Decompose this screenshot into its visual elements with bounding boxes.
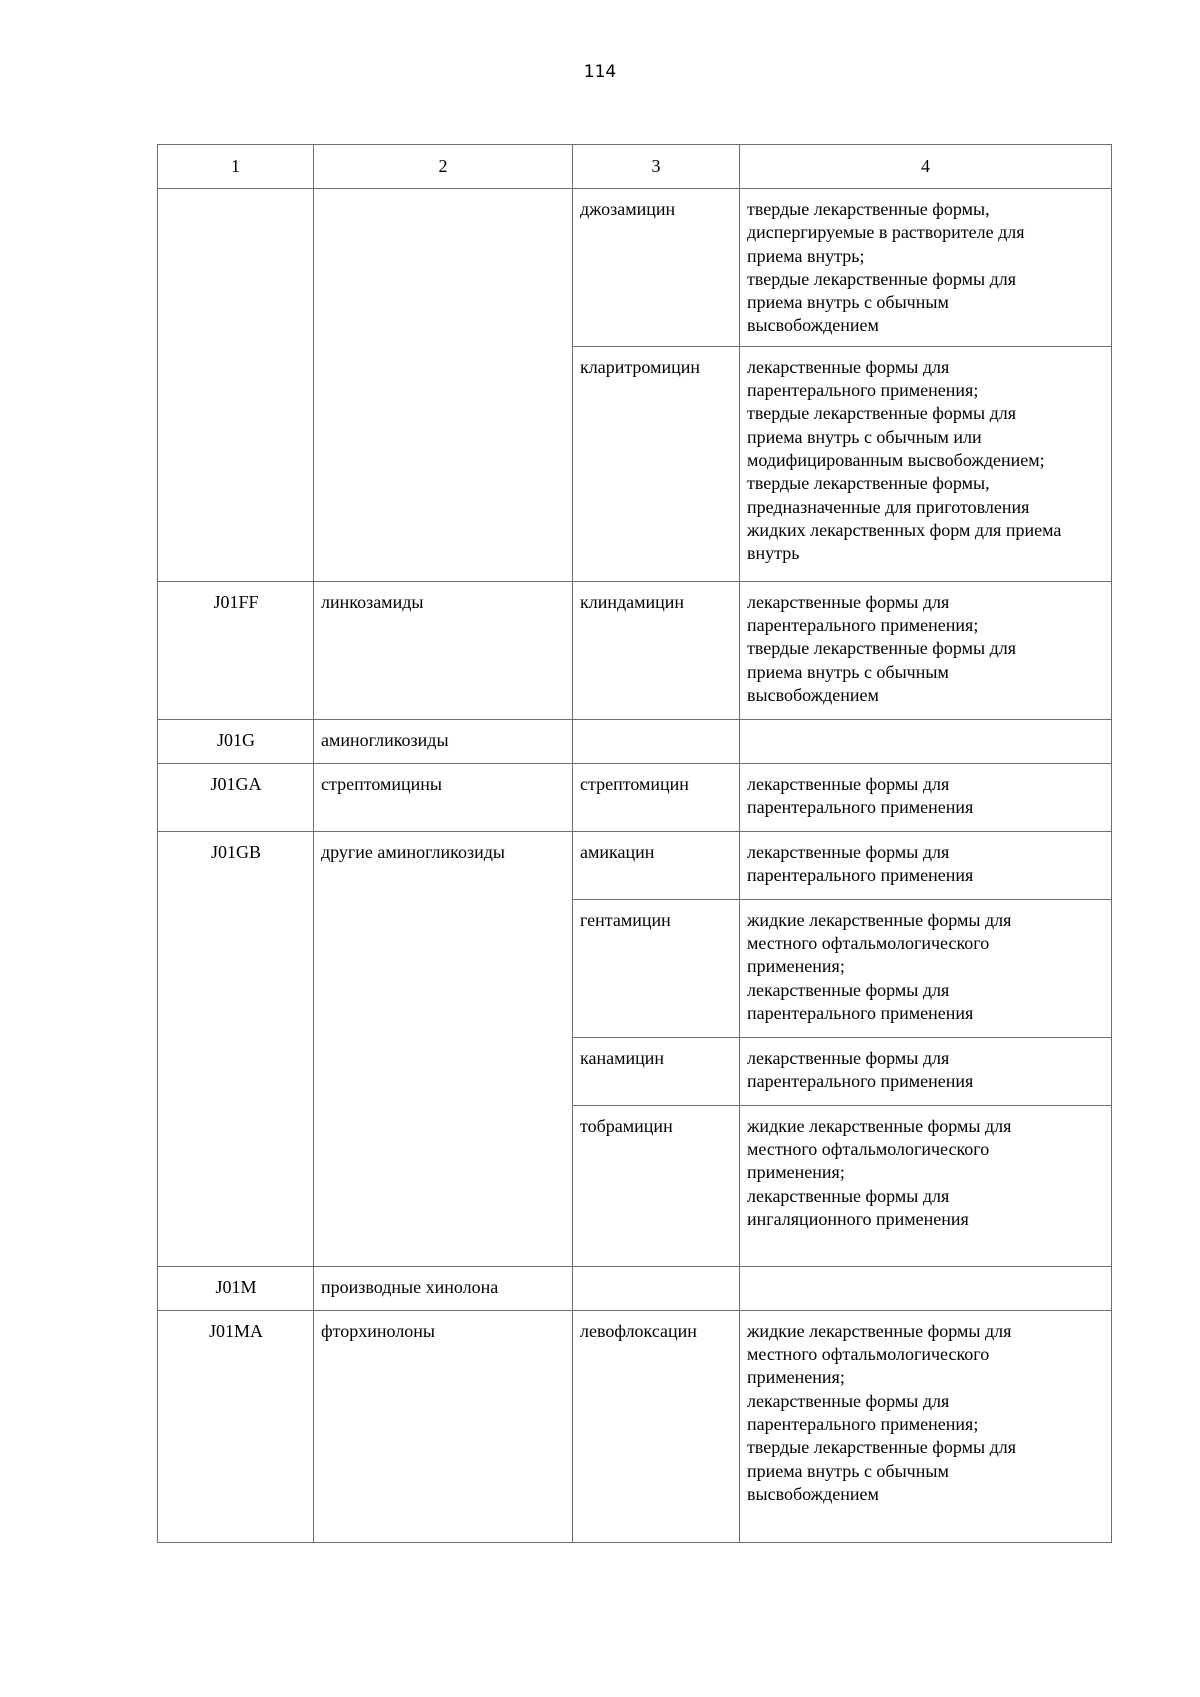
group-cell: другие аминогликозиды [314,831,573,1266]
forms-cell [740,581,1112,719]
header-cell-2: 2 [314,145,573,189]
table-row [158,189,1112,347]
group-cell: производные хинолона [314,1266,573,1310]
forms-line: приема внутрь с обычным [747,292,949,313]
drug-cell: левофлоксацин [573,1310,740,1542]
drug-table [157,144,1112,1543]
header-cell-3: 3 [573,145,740,189]
code-cell: J01M [158,1266,314,1310]
forms-line: лекарственные формы для [747,979,950,1000]
forms-line: лекарственные формы для [747,773,950,794]
forms-line: приема внутрь с обычным или [747,426,982,447]
forms-line: местного офтальмологического [747,933,990,954]
forms-line: парентерального применения [747,1071,974,1092]
forms-cell [740,899,1112,1037]
forms-cell [740,189,1112,347]
forms-line: применения; [747,1162,845,1183]
forms-line: местного офтальмологического [747,1139,990,1160]
drug-cell: гентамицин [573,899,740,1037]
forms-line: парентерального применения; [747,380,979,401]
forms-line: парентерального применения; [747,1413,979,1434]
drug-cell: канамицин [573,1037,740,1105]
group-cell [314,189,573,582]
code-cell: J01GB [158,831,314,1266]
forms-line: приема внутрь с обычным [747,1460,949,1481]
forms-line: твердые лекарственные формы, [747,199,990,219]
table-row [158,831,1112,899]
forms-line: жидкие лекарственные формы для [747,909,1012,930]
forms-line: лекарственные формы для [747,1047,950,1068]
forms-line: жидких лекарственных форм для приема [747,519,1062,540]
forms-line: высвобождением [747,315,879,336]
forms-line: лекарственные формы для [747,1390,950,1411]
forms-line: высвобождением [747,684,879,705]
forms-line: жидкие лекарственные формы для [747,1320,1012,1341]
forms-line: ингаляционного применения [747,1208,969,1229]
drug-cell [573,719,740,763]
code-cell: J01GA [158,763,314,831]
drug-cell: кларитромицин [573,346,740,581]
forms-line: применения; [747,956,845,977]
forms-line: высвобождением [747,1483,879,1504]
forms-line: твердые лекарственные формы для [747,638,1017,659]
page-number: 114 [583,62,617,82]
header-cell-1: 1 [158,145,314,189]
forms-line: приема внутрь с обычным [747,661,949,682]
table-row [158,763,1112,831]
forms-line: парентерального применения [747,1002,974,1023]
forms-line: лекарственные формы для [747,356,950,377]
forms-cell [740,1310,1112,1542]
forms-line: твердые лекарственные формы для [747,403,1017,424]
forms-cell [740,763,1112,831]
forms-cell [740,1266,1112,1310]
forms-line: лекарственные формы для [747,1185,950,1206]
forms-cell [740,346,1112,581]
forms-line: парентерального применения [747,797,974,818]
forms-cell [740,1037,1112,1105]
forms-cell [740,831,1112,899]
forms-line: применения; [747,1367,845,1388]
header-cell-4: 4 [740,145,1112,189]
table-row [158,719,1112,763]
drug-cell: клиндамицин [573,581,740,719]
drug-cell: стрептомицин [573,763,740,831]
code-cell: J01MA [158,1310,314,1542]
group-cell: фторхинолоны [314,1310,573,1542]
forms-line: местного офтальмологического [747,1344,990,1365]
drug-cell: джозамицин [573,189,740,347]
table-row [158,1266,1112,1310]
forms-line: твердые лекарственные формы для [747,268,1017,289]
table-header-row [158,145,1112,189]
forms-line: внутрь [747,543,800,564]
forms-line: лекарственные формы для [747,841,950,862]
forms-line: приема внутрь; [747,245,865,266]
group-cell: аминогликозиды [314,719,573,763]
forms-cell [740,719,1112,763]
forms-line: диспергируемые в растворителе для [747,222,1025,243]
table-row [158,1310,1112,1542]
forms-line: лекарственные формы для [747,591,950,612]
forms-line: модифицированным высвобождением; [747,449,1045,470]
forms-line: жидкие лекарственные формы для [747,1115,1012,1136]
drug-cell: амикацин [573,831,740,899]
drug-cell [573,1266,740,1310]
drug-cell: тобрамицин [573,1105,740,1266]
forms-line: предназначенные для приготовления [747,496,1030,517]
forms-line: твердые лекарственные формы для [747,1437,1017,1458]
forms-line: парентерального применения; [747,615,979,636]
code-cell: J01FF [158,581,314,719]
forms-cell [740,1105,1112,1266]
table-row [158,581,1112,719]
code-cell: J01G [158,719,314,763]
group-cell: линкозамиды [314,581,573,719]
forms-line: парентерального применения [747,865,974,886]
forms-line: твердые лекарственные формы, [747,473,990,494]
group-cell: стрептомицины [314,763,573,831]
code-cell [158,189,314,582]
